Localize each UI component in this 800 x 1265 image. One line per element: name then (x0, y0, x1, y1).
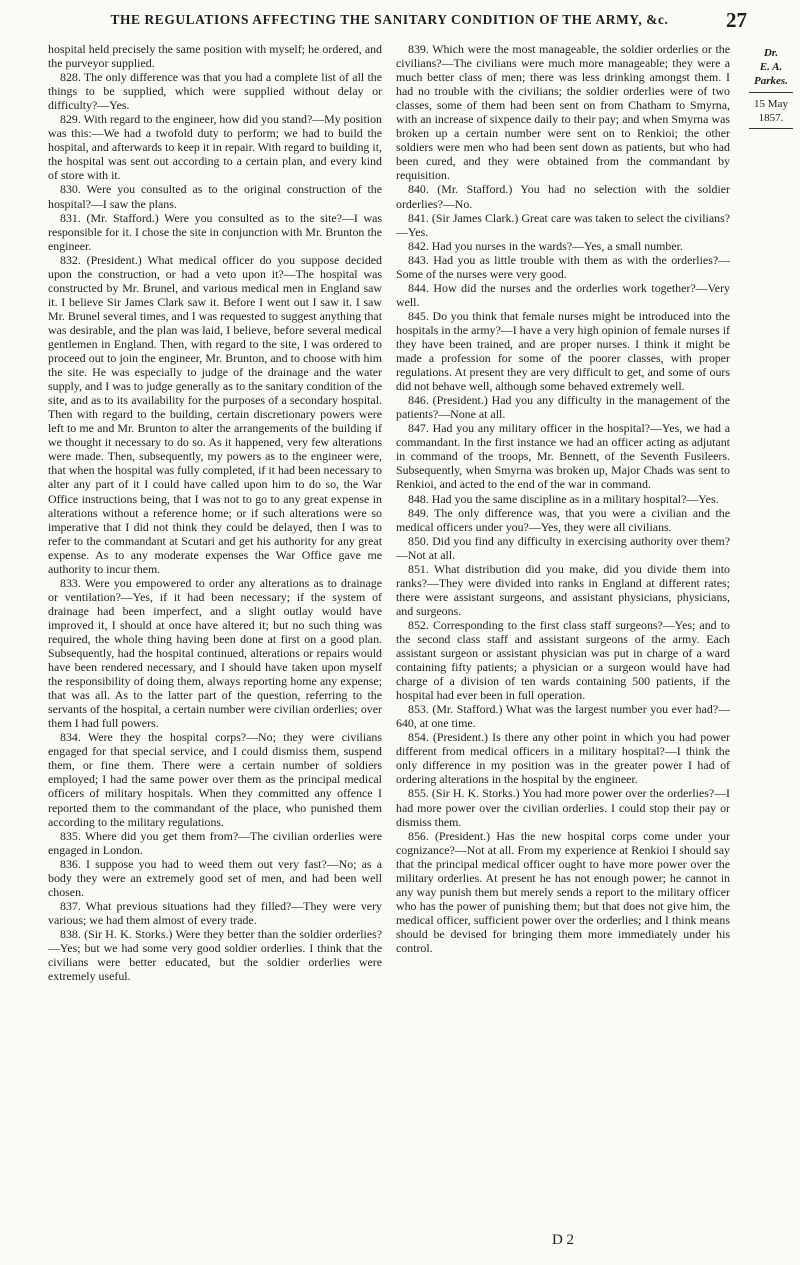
paragraph: 843. Had you as little trouble with them as with the orderlies?—Some of the nurses were very good. (396, 252, 730, 281)
paragraph: 839. Which were the most manageable, the soldier orderlies or the civilians?—The civilians were much more manageable; they were a much better class of men; there was less drinking amongst them. I had no trouble with the civilians; the soldier orderlies were of two classes, some of them had been sent on from Chatham to Smyrna, with an increase of sixpence daily to their pay; and when Smyrna was broken up a certain number were sent on to Renkioi; the other soldiers were men who had been sent down as patients, but who had been cured, and they were obtained from the commandant by requisition. (396, 42, 730, 183)
paragraph: 841. (Sir James Clark.) Great care was taken to select the civilians?—Yes. (396, 210, 730, 239)
page-number: 27 (726, 8, 747, 32)
paragraph: 854. (President.) Is there any other point in which you had power different from medical officers in a military hospital?—I think the only difference in my position was in the greater power I had of ordering alterations in the hospital by the engineer. (396, 730, 730, 787)
paragraph: 838. (Sir H. K. Storks.) Were they better than the soldier orderlies?—Yes; but we had some very good soldier orderlies. I think that the civilians were better educated, but the soldier orderlies were extremely useful. (48, 926, 382, 984)
page-header (72, 8, 747, 36)
paragraph: 828. The only difference was that you had a complete list of all the things to be supplied, which were supplied without delay or difficulty?—Yes. (48, 70, 382, 113)
witness-margin-note (743, 46, 799, 129)
divider (749, 128, 793, 129)
paragraph: 836. I suppose you had to weed them out very fast?—No; as a body they were an extremely good set of men, and had been well chosen. (48, 856, 382, 899)
paragraph: 853. (Mr. Stafford.) What was the largest number you ever had?—640, at one time. (396, 702, 730, 731)
left-column (48, 42, 382, 983)
paragraph: 855. (Sir H. K. Storks.) You had more power over the orderlies?—I had more power over the civilian orderlies. I could stop their pay or dismiss them. (396, 786, 730, 829)
signature-mark: D 2 (551, 1232, 575, 1248)
paragraph: 848. Had you the same discipline as in a military hospital?—Yes. (408, 491, 719, 506)
paragraph: 845. Do you think that female nurses might be introduced into the hospitals in the army?—I have a very high opinion of female nurses if they have been trained, and are proper nurses. I think it might be made a profession for some of the poorer classes, with proper regulations. At present they are very difficult to get, and some of ours did not behave well, although some behaved extremely well. (396, 308, 730, 394)
paragraph: 846. (President.) Had you any difficulty in the management of the patients?—None at all. (396, 393, 730, 422)
paragraph: 830. Were you consulted as to the original construction of the hospital?—I saw the plans. (48, 182, 382, 211)
paragraph: 844. How did the nurses and the orderlies work together?—Very well. (396, 280, 730, 309)
right-column (396, 42, 730, 955)
paragraph: 850. Did you find any difficulty in exercising authority over them?—Not at all. (396, 533, 730, 562)
witness-name: E. A. Parkes. (754, 61, 788, 87)
witness-date: 15 May 1857. (754, 98, 788, 124)
paragraph: hospital held precisely the same position with myself; he ordered, and the purveyor supplied. (48, 42, 382, 71)
divider (749, 92, 793, 93)
paragraph: 847. Had you any military officer in the hospital?—Yes, we had a commandant. In the first instance we had an officer acting as adjutant in command of the troops, Mr. Bennett, of the Seventh Fusileers. Subsequently, when Smyrna was broken up, Major Chads was sent to Renkioi, and acted to the end of the war in command. (396, 421, 730, 492)
running-head: THE REGULATIONS AFFECTING THE SANITARY CONDITION OF THE ARMY, &c. (110, 12, 669, 27)
witness-title: Dr. (763, 47, 779, 59)
paragraph: 831. (Mr. Stafford.) Were you consulted as to the site?—I was responsible for it. I chose the site in conjunction with Mr. Brunton the engineer. (48, 210, 382, 253)
paragraph: 833. Were you empowered to order any alterations as to drainage or ventilation?—Yes, if it had been necessary; if the system of drainage had been imperfect, and a slight outlay would have improved it, I should at once have altered it; but no such thing was required, the whole thing having been done at first on a good plan. Subsequently, had the hospital continued, alterations or repairs would have been rendered necessary, and I should have taken upon myself the responsibility of doing them, always reporting home any expense; that was all. As to the latter part of the question, referring to the servants of the hospital, a certain number were civilian orderlies; over them I had full powers. (48, 575, 382, 731)
paragraph: 849. The only difference was, that you were a civilian and the medical officers under you?—Yes, they were all civilians. (396, 505, 730, 534)
paragraph: 829. With regard to the engineer, how did you stand?—My position was this:—We had a twofold duty to perform; we had to build the hospital, and afterwards to keep it in repair. With regard to building it, the hospital was sent out according to a certain plan, and every kind of store with it. (48, 112, 382, 183)
paragraph: 856. (President.) Has the new hospital corps come under your cognizance?—Not at all. From my experience at Renkioi I should say that the principal medical officer ought to have more power over the military orderlies. At present he has not enough power; he cannot in any way punish them but merely sends a report to the military officer who has the power of punishing them; but that does not give him, the medical officer, sufficient power over the orderlies; and I think means should be devised for bringing them more immediately under his control. (396, 828, 730, 955)
paragraph: 834. Were they the hospital corps?—No; they were civilians engaged for that special service, and I could dismiss them, suspend them, or fine them. There were a certain number of soldiers employed; I had the same power over them as the principal medical officers of military hospitals. When they committed any offence I reported them to the commandant of the place, who punished them according to the military regulations. (48, 730, 382, 829)
paragraph: 852. Corresponding to the first class staff surgeons?—Yes; and to the second class staff and assistant surgeons of the army. Each assistant surgeon or assistant physician was put in charge of a ward containing fifty patients; a physician or a surgeon would have had charge of a division of ten wards containing 500 patients, if the hospital had ever been in full operation. (396, 617, 730, 703)
paragraph: 840. (Mr. Stafford.) You had no selection with the soldier orderlies?—No. (396, 182, 730, 211)
paragraph: 832. (President.) What medical officer do you suppose decided upon the construction, or had a veto upon it?—The hospital was constructed by Mr. Brunel, and various medical men in England saw it. I believe Sir James Clark saw it. Before I went out I saw it. I saw Mr. Brunel several times, and I was requested to suggest anything that was desirable, and the plan was laid, I believe, before several medical gentlemen in England. Then, with regard to the site, I was ordered to proceed out to join the engineer, Mr. Brunton, and to choose with him the site. He was especially to judge of the drainage and the water supply, and I was to judge generally as to the sanitary condition of the site, and as to its availability for the purposes of a secondary hospital. Then with regard to the building, certain discretionary powers were left to me and Mr. Brunton to alter the arrangements of the building if we thought it necessary to do so. As it happened, very few alterations were made. Then, subsequently, my powers as to the engineer were, that when the hospital was fully completed, if it had been necessary to alter any part of it I could have called upon him to do so, the War Office instructions being, that I was not to go to any great expense in alterations without a reference home; or if such alterations were so imperative that I did not think they could be delayed, then I was to refer to the commandant at Scutari and get his authority for any great expense. As to any moderate expenses the War Office gave me authority to incur them. (48, 252, 382, 576)
paragraph: 837. What previous situations had they filled?—They were very various; we had them almost of every trade. (48, 898, 382, 927)
paragraph: 835. Where did you get them from?—The civilian orderlies were engaged in London. (48, 828, 382, 857)
paragraph: 851. What distribution did you make, did you divide them into ranks?—They were divided into ranks in England at different rates; there were assistant surgeons, and assistant physicians, physicians, and surgeons. (396, 561, 730, 618)
paragraph: 842. Had you nurses in the wards?—Yes, a small number. (408, 238, 683, 253)
